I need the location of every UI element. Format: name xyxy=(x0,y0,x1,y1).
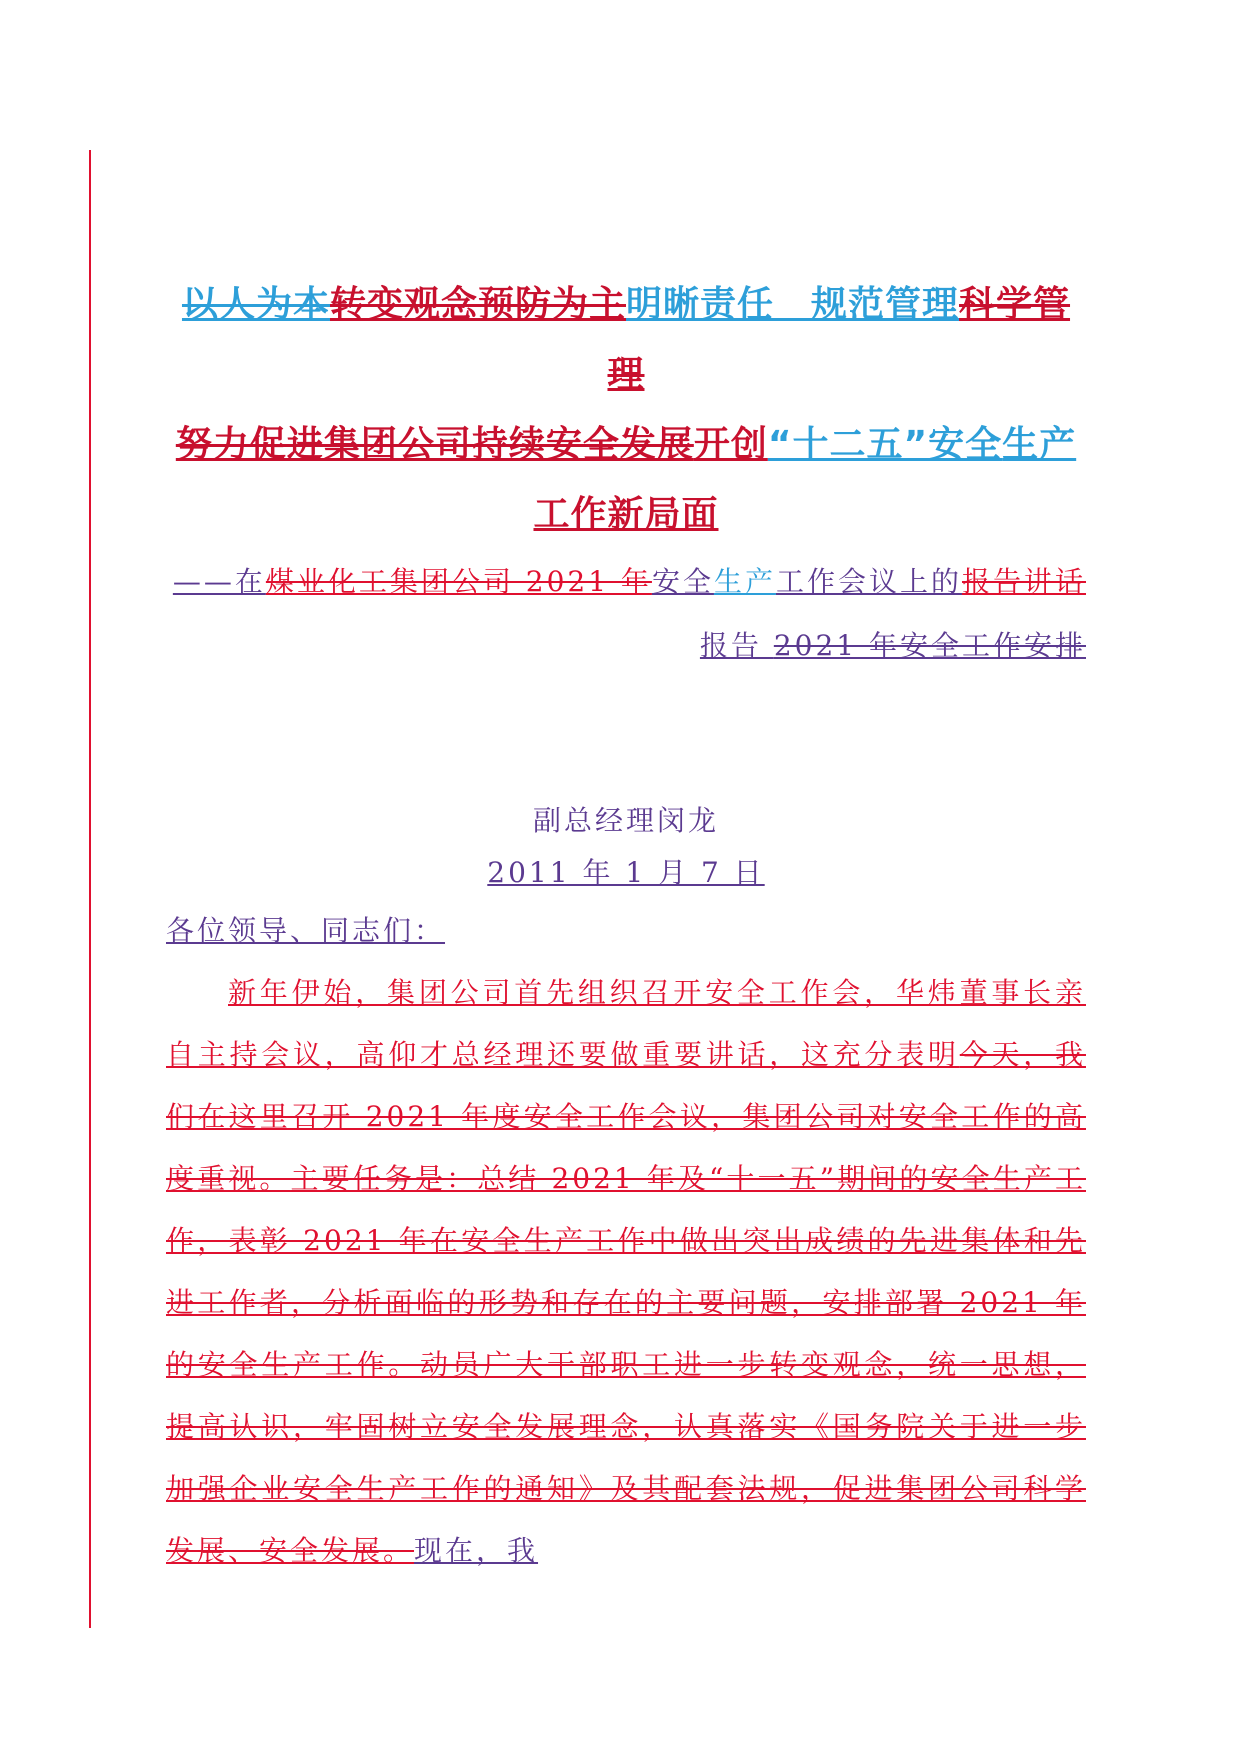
title-inserted-phrase: “十二五”安全 xyxy=(767,424,1003,465)
document-subtitle xyxy=(166,550,1086,678)
salutation-text: 各位领导、同志们： xyxy=(166,914,446,947)
title-inserted-phrase: 工作新局面 xyxy=(533,494,719,535)
date-text: 2011 年 1 月 7 日 xyxy=(487,856,765,889)
subtitle-deleted-text: 2021 年安全工作安排 xyxy=(773,629,1086,662)
title-deleted-phrase: 科学管理 xyxy=(607,284,1071,395)
document-title xyxy=(166,270,1086,550)
body-inserted-text: 新年伊始，集团公司首先组织召开安全工作会，华炜董事长亲自主持会议，高仰才总经理还要做重要讲话，这充分表明 xyxy=(166,976,1086,1071)
title-inserted-phrase: 明晰责任 规范管理 xyxy=(626,284,960,325)
subtitle-deleted-text: 报告讲话 xyxy=(961,565,1086,598)
title-inserted-phrase: 生产 xyxy=(1002,424,1077,465)
subtitle-deleted-text: 煤业化工集团公司 2021 年 xyxy=(265,565,652,598)
subtitle-text: 安全 xyxy=(651,565,714,598)
body-text: 现在，我 xyxy=(414,1534,539,1567)
subtitle-inserted-text: 生产 xyxy=(713,565,776,598)
author-line: 副总经理闵龙 xyxy=(532,804,719,837)
title-inserted-phrase: 开创 xyxy=(693,424,768,465)
revision-change-bar xyxy=(89,150,91,1628)
salutation xyxy=(166,908,1086,954)
title-deleted-phrase: 以人为本 xyxy=(181,284,330,325)
subtitle-text: ——在 xyxy=(172,565,266,598)
title-deleted-phrase: 努力促进集团公司持续安全发展 xyxy=(175,424,694,465)
date-line xyxy=(166,850,1086,896)
body-deleted-text: 今天，我们在这里召开 2021 年度安全工作会议，集团公司对安全工作的高度重视。 xyxy=(166,1038,1086,1195)
subtitle-text: 报告 xyxy=(699,629,774,662)
document-page xyxy=(166,270,1086,1582)
title-deleted-phrase: 转变观念预防为主 xyxy=(329,284,626,325)
body-deleted-text: 主要任务是：总结 2021 年及“十一五”期间的安全生产工作，表彰 2021 年在安全生产工作中做出突出成绩的先进集体和先进工作者，分析面临的形势和存在的主要问题，安排部署 2021 年的安全生产工作。动员广大干部职工进一步转变观念，统一思想，提高认识，牢固树立安全发展理念，认真落实《国务院关于进一步加强企业安全生产工作的通知》及其配套法规，促进集团公司科学发展、安全发展。 xyxy=(166,1162,1086,1567)
body-paragraph xyxy=(166,962,1086,1582)
subtitle-text: 工作会议上的 xyxy=(775,565,962,598)
